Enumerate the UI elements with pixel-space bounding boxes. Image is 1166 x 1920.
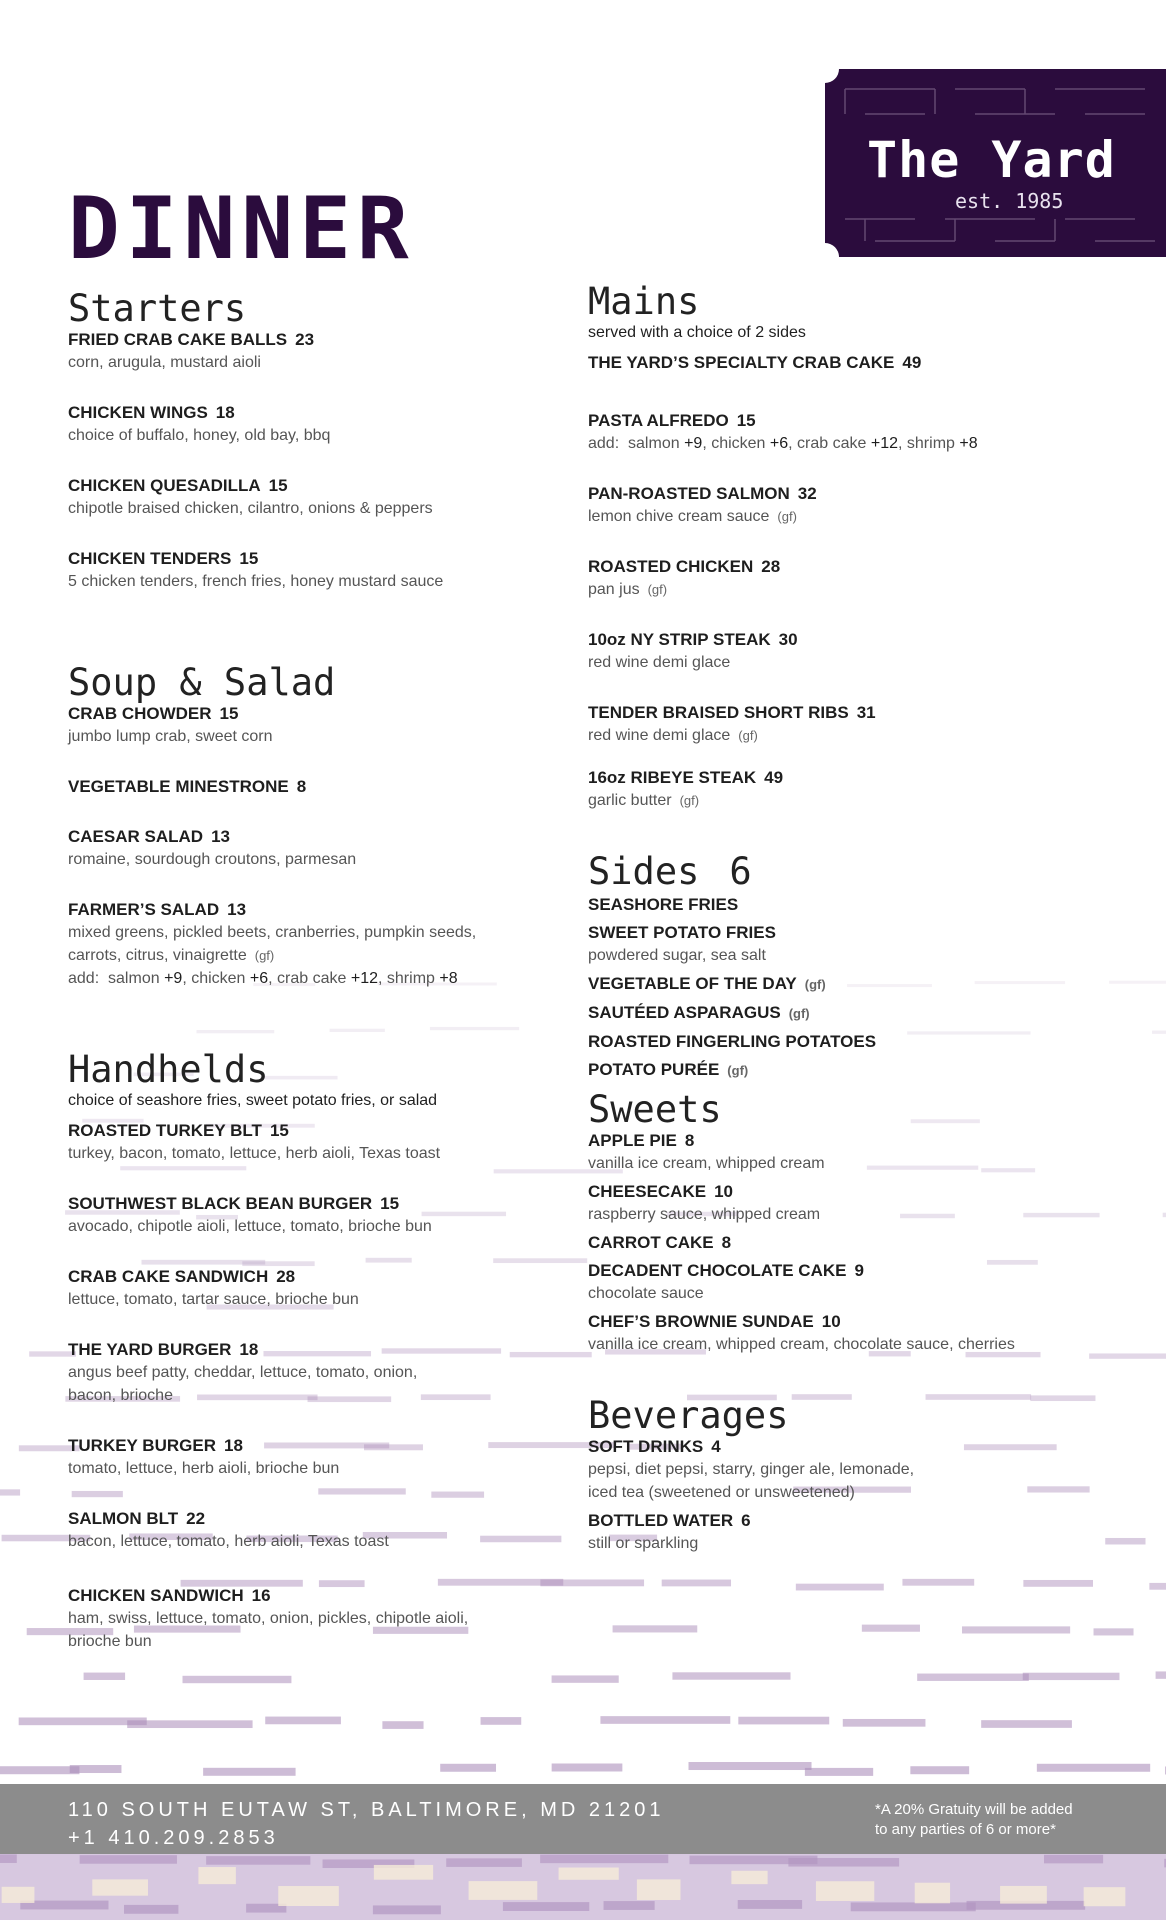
item-name: DECADENT CHOCOLATE CAKE (588, 1261, 847, 1280)
brick-mortar-line (981, 1720, 1072, 1728)
menu-item (588, 1510, 1108, 1555)
item-price: 32 (797, 484, 817, 503)
section-note: served with a choice of 2 sides (588, 324, 806, 341)
menu-item (68, 329, 538, 374)
menu-item (588, 556, 1108, 601)
item-name: SALMON BLT (68, 1509, 179, 1528)
add-price: +6 (249, 970, 269, 987)
item-desc: turkey, bacon, tomato, lettuce, herb aioli, Texas toast (68, 1145, 441, 1162)
item-price: 28 (761, 557, 781, 576)
item-price: 9 (854, 1261, 864, 1280)
brick-mortar-line (613, 1625, 698, 1632)
menu-item (588, 767, 1108, 812)
left-column (68, 289, 538, 1653)
item-name: FRIED CRAB CAKE BALLS (68, 330, 288, 349)
gluten-free-tag: (gf) (788, 1006, 810, 1021)
item-name: CAESAR SALAD (68, 827, 204, 846)
brick-highlight (278, 1886, 339, 1906)
item-desc: garlic butter (588, 792, 672, 809)
brick-highlight (637, 1879, 681, 1900)
item-name: SOUTHWEST BLACK BEAN BURGER (68, 1194, 373, 1213)
brick-mortar-line (910, 1766, 969, 1774)
item-desc: vanilla ice cream, whipped cream (588, 1155, 825, 1172)
add-option: salmon (628, 435, 680, 452)
section-sides (588, 852, 1108, 1082)
bottom-brick-band (0, 1854, 1166, 1920)
add-price: +8 (439, 970, 458, 987)
section-mains (588, 282, 1108, 812)
menu-item (68, 703, 538, 748)
menu-item (588, 1181, 1108, 1226)
item-price: 18 (223, 1436, 243, 1455)
menu-item (588, 483, 1108, 528)
menu-item (588, 410, 1108, 455)
item-name: ROASTED FINGERLING POTATOES (588, 1032, 877, 1051)
logo-badge (825, 69, 1166, 257)
menu-item (68, 1508, 538, 1553)
section-sweets (588, 1090, 1108, 1356)
logo-name: The Yard (867, 131, 1116, 189)
item-desc: bacon, lettuce, tomato, herb aioli, Texas toast (68, 1533, 389, 1550)
brick-mortar-line (672, 1672, 790, 1679)
item-price: 15 (268, 476, 288, 495)
add-option: shrimp (906, 435, 955, 452)
item-desc: still or sparkling (588, 1535, 699, 1552)
item-price: 15 (239, 549, 259, 568)
item-desc: powdered sugar, sea salt (588, 947, 766, 964)
item-name: POTATO PURÉE (588, 1060, 720, 1079)
brick-highlight (2, 1887, 35, 1903)
section-heading: Sides (588, 850, 700, 893)
menu-item (68, 1435, 538, 1480)
brick-highlight (1000, 1886, 1047, 1904)
menu-item (588, 1311, 1108, 1356)
menu-item (588, 629, 1108, 674)
menu-item (68, 475, 538, 520)
add-option: salmon (108, 970, 160, 987)
brick-mortar-line (183, 1676, 292, 1683)
add-ons: add: salmon +9, chicken +6, crab cake +12, shrimp +8 (588, 435, 978, 452)
brick-mortar-line (127, 1720, 252, 1728)
item-desc: red wine demi glace (588, 654, 731, 671)
add-label: add: (68, 970, 100, 987)
brick-mortar-line (84, 1673, 126, 1680)
item-name: CHICKEN TENDERS (68, 549, 232, 568)
phone: +1 410.209.2853 (68, 1827, 279, 1849)
item-desc: pan jus (588, 581, 640, 598)
add-price: +9 (164, 970, 183, 987)
add-option: shrimp (386, 970, 435, 987)
item-name: SOFT DRINKS (588, 1437, 704, 1456)
menu-item (68, 826, 538, 871)
item-name: ROASTED CHICKEN (588, 557, 754, 576)
brick-mortar-line (382, 1721, 423, 1729)
brick-mortar-line (1109, 981, 1166, 984)
menu-item (68, 899, 538, 990)
item-name: 16oz RIBEYE STEAK (588, 768, 757, 787)
item-price: 15 (219, 704, 239, 723)
item-desc: chipotle braised chicken, cilantro, onions & peppers (68, 500, 433, 517)
item-name: VEGETABLE OF THE DAY (588, 974, 797, 993)
item-price: 15 (269, 1121, 289, 1140)
menu-item (68, 776, 538, 798)
item-name: CHEESECAKE (588, 1182, 707, 1201)
menu-item (588, 922, 1108, 967)
item-price: 13 (211, 827, 230, 846)
brick-highlight (92, 1879, 148, 1895)
item-desc: vanilla ice cream, whipped cream, chocolate sauce, cherries (588, 1336, 1015, 1353)
item-price: 4 (711, 1437, 721, 1456)
item-desc: lemon chive cream sauce (588, 508, 770, 525)
gluten-free-tag: (gf) (777, 509, 797, 524)
item-price: 10 (821, 1312, 841, 1331)
brick-highlight (731, 1871, 767, 1884)
menu-item (588, 1260, 1108, 1305)
section-starters (68, 289, 538, 593)
menu-item (68, 1585, 538, 1653)
item-name: 10oz NY STRIP STEAK (588, 630, 771, 649)
section-beverages (588, 1396, 1108, 1555)
item-price: 18 (239, 1340, 259, 1359)
brick-mortar-line (662, 1580, 731, 1587)
item-desc: ham, swiss, lettuce, tomato, onion, pickles, chipotle aioli, (68, 1610, 469, 1627)
add-ons: add: salmon +9, chicken +6, crab cake +12, shrimp +8 (68, 970, 458, 987)
section-heading: Beverages (588, 1394, 789, 1437)
brick-highlight (198, 1867, 235, 1884)
item-desc: carrots, citrus, vinaigrette (68, 947, 247, 964)
section-heading: Mains (588, 280, 700, 323)
item-desc: tomato, lettuce, herb aioli, brioche bun (68, 1460, 340, 1477)
item-price: 10 (714, 1182, 734, 1201)
brick-mortar-line (1094, 1628, 1134, 1635)
item-name: APPLE PIE (588, 1131, 677, 1150)
brick-mortar-line (481, 1717, 522, 1725)
item-name: TENDER BRAISED SHORT RIBS (588, 703, 849, 722)
item-name: CHEF’S BROWNIE SUNDAE (588, 1312, 814, 1331)
menu-item (588, 1031, 1108, 1053)
item-name: BOTTLED WATER (588, 1511, 734, 1530)
item-name: CHICKEN QUESADILLA (68, 476, 261, 495)
item-name: THE YARD BURGER (68, 1340, 232, 1359)
menu-item (68, 1266, 538, 1311)
item-price: 16 (251, 1586, 271, 1605)
section-soup-salad (68, 663, 538, 990)
add-label: add: (588, 435, 620, 452)
item-price: 15 (736, 411, 756, 430)
brick-mortar-line (917, 1674, 1029, 1681)
section-heading: Sweets (588, 1088, 722, 1131)
item-desc: bacon, brioche (68, 1387, 173, 1404)
item-name: CRAB CAKE SANDWICH (68, 1267, 269, 1286)
menu-item (588, 1002, 1108, 1025)
item-price: 13 (227, 900, 247, 919)
brick-mortar-line (440, 1764, 496, 1772)
item-name: CARROT CAKE (588, 1233, 714, 1252)
item-name: CHICKEN WINGS (68, 403, 208, 422)
item-price: 31 (856, 703, 876, 722)
brick-mortar-line (796, 1584, 884, 1591)
add-price: +6 (769, 435, 789, 452)
gluten-free-tag: (gf) (254, 948, 275, 963)
add-option: chicken (191, 970, 246, 987)
brick-mortar-line (1037, 1764, 1150, 1772)
item-name: SEASHORE FRIES (588, 895, 739, 914)
item-name: SAUTÉED ASPARAGUS (588, 1003, 781, 1022)
brick-mortar-line (552, 1763, 623, 1771)
menu-item (588, 352, 1108, 374)
gratuity-note: to any parties of 6 or more* (875, 1821, 1056, 1838)
add-option: crab cake (277, 970, 347, 987)
brick-mortar-line (688, 1762, 811, 1770)
menu-item (588, 1436, 1108, 1504)
item-name: ROASTED TURKEY BLT (68, 1121, 262, 1140)
brick-mortar-line (862, 1625, 920, 1632)
item-price: 22 (186, 1509, 206, 1528)
section-heading: Handhelds (68, 1048, 269, 1091)
item-price: 28 (276, 1267, 296, 1286)
menu-item (68, 402, 538, 447)
item-price: 18 (215, 403, 235, 422)
brick-mortar-line (962, 1626, 1070, 1633)
gluten-free-tag: (gf) (804, 977, 826, 992)
brick-mortar-line (552, 1675, 619, 1682)
item-price: 8 (721, 1233, 732, 1252)
section-note: choice of seashore fries, sweet potato fries, or salad (68, 1092, 438, 1109)
item-desc: lettuce, tomato, tartar sauce, brioche bun (68, 1291, 359, 1308)
brick-highlight (374, 1865, 433, 1880)
item-name: CHICKEN SANDWICH (68, 1586, 244, 1605)
brick-highlight (816, 1881, 874, 1901)
brick-mortar-line (600, 1716, 730, 1724)
menu-item (588, 1130, 1108, 1175)
item-desc: jumbo lump crab, sweet corn (68, 728, 273, 745)
brick-highlight (915, 1883, 950, 1904)
brick-mortar-line (0, 1489, 20, 1495)
add-price: +9 (684, 435, 703, 452)
menu-item (588, 1059, 1108, 1082)
item-name: VEGETABLE MINESTRONE (68, 777, 289, 796)
item-name: SWEET POTATO FRIES (588, 923, 776, 942)
gluten-free-tag: (gf) (727, 1063, 749, 1078)
add-price: +8 (959, 435, 978, 452)
brick-mortar-line (70, 1765, 122, 1773)
add-option: chicken (711, 435, 766, 452)
menu-item (588, 1232, 1108, 1254)
item-desc: chocolate sauce (588, 1285, 704, 1302)
item-price: 8 (684, 1131, 695, 1150)
brick-mortar-line (902, 1579, 974, 1586)
item-desc: mixed greens, pickled beets, cranberries, pumpkin seeds, (68, 924, 477, 941)
gluten-free-tag: (gf) (738, 728, 758, 743)
brick-mortar-line (1105, 1538, 1145, 1545)
item-desc: brioche bun (68, 1633, 152, 1650)
item-name: CRAB CHOWDER (68, 704, 212, 723)
menu-item (68, 1120, 538, 1165)
brick-mortar-line (1149, 1583, 1166, 1590)
item-price: 23 (295, 330, 315, 349)
add-option: crab cake (797, 435, 867, 452)
menu-item (588, 973, 1108, 996)
brick-mortar-line (203, 1768, 295, 1776)
item-desc: red wine demi glace (588, 727, 731, 744)
item-price: 8 (296, 777, 307, 796)
item-desc: 5 chicken tenders, french fries, honey mustard sauce (68, 573, 444, 590)
item-desc: pepsi, diet pepsi, starry, ginger ale, lemonade, (588, 1461, 915, 1478)
item-name: THE YARD’S SPECIALTY CRAB CAKE (588, 353, 895, 372)
item-price: 49 (764, 768, 784, 787)
add-price: +12 (350, 970, 379, 987)
gluten-free-tag: (gf) (647, 582, 668, 597)
item-desc: corn, arugula, mustard aioli (68, 354, 261, 371)
page-title: DINNER (68, 179, 415, 279)
logo-est: est. 1985 (955, 189, 1064, 213)
brick-mortar-line (0, 1766, 79, 1774)
section-heading: Starters (68, 287, 247, 330)
gratuity-note: *A 20% Gratuity will be added (875, 1801, 1073, 1818)
item-desc: avocado, chipotle aioli, lettuce, tomato, brioche bun (68, 1218, 432, 1235)
brick-mortar-line (738, 1717, 829, 1725)
brick-mortar-line (1023, 1673, 1120, 1680)
add-price: +12 (870, 435, 899, 452)
brick-mortar-line (265, 1717, 341, 1725)
brick-mortar-line (805, 1768, 873, 1776)
item-name: TURKEY BURGER (68, 1436, 216, 1455)
item-price: 30 (778, 630, 798, 649)
menu-item (68, 548, 538, 593)
item-desc: angus beef patty, cheddar, lettuce, tomato, onion, (68, 1364, 418, 1381)
menu-item (588, 702, 1108, 747)
item-desc: romaine, sourdough croutons, parmesan (68, 851, 357, 868)
section-handhelds (68, 1050, 538, 1653)
brick-mortar-line (843, 1719, 926, 1727)
brick-mortar-line (1023, 1580, 1093, 1587)
item-price: 49 (902, 353, 922, 372)
address: 110 SOUTH EUTAW ST, BALTIMORE, MD 21201 (68, 1799, 665, 1821)
right-column (588, 282, 1108, 1555)
item-price: 6 (741, 1511, 751, 1530)
section-price: 6 (729, 850, 752, 893)
item-name: PAN-ROASTED SALMON (588, 484, 790, 503)
gluten-free-tag: (gf) (679, 793, 700, 808)
brick-mortar-line (1152, 1031, 1166, 1034)
brick-highlight (559, 1868, 619, 1880)
menu-item (68, 1193, 538, 1238)
section-heading: Soup & Salad (68, 661, 336, 704)
menu-item (68, 1339, 538, 1407)
brick-highlight (469, 1881, 538, 1900)
item-desc: raspberry sauce, whipped cream (588, 1206, 821, 1223)
item-name: FARMER’S SALAD (68, 900, 220, 919)
brick-highlight (1084, 1887, 1126, 1906)
footer-bar (0, 1784, 1166, 1854)
brick-mortar-line (540, 1579, 644, 1586)
item-name: PASTA ALFREDO (588, 411, 729, 430)
item-desc: choice of buffalo, honey, old bay, bbq (68, 427, 331, 444)
brick-mortar-line (1156, 1671, 1166, 1678)
item-desc: iced tea (sweetened or unsweetened) (588, 1484, 855, 1501)
item-price: 15 (380, 1194, 400, 1213)
menu-item (588, 894, 1108, 916)
